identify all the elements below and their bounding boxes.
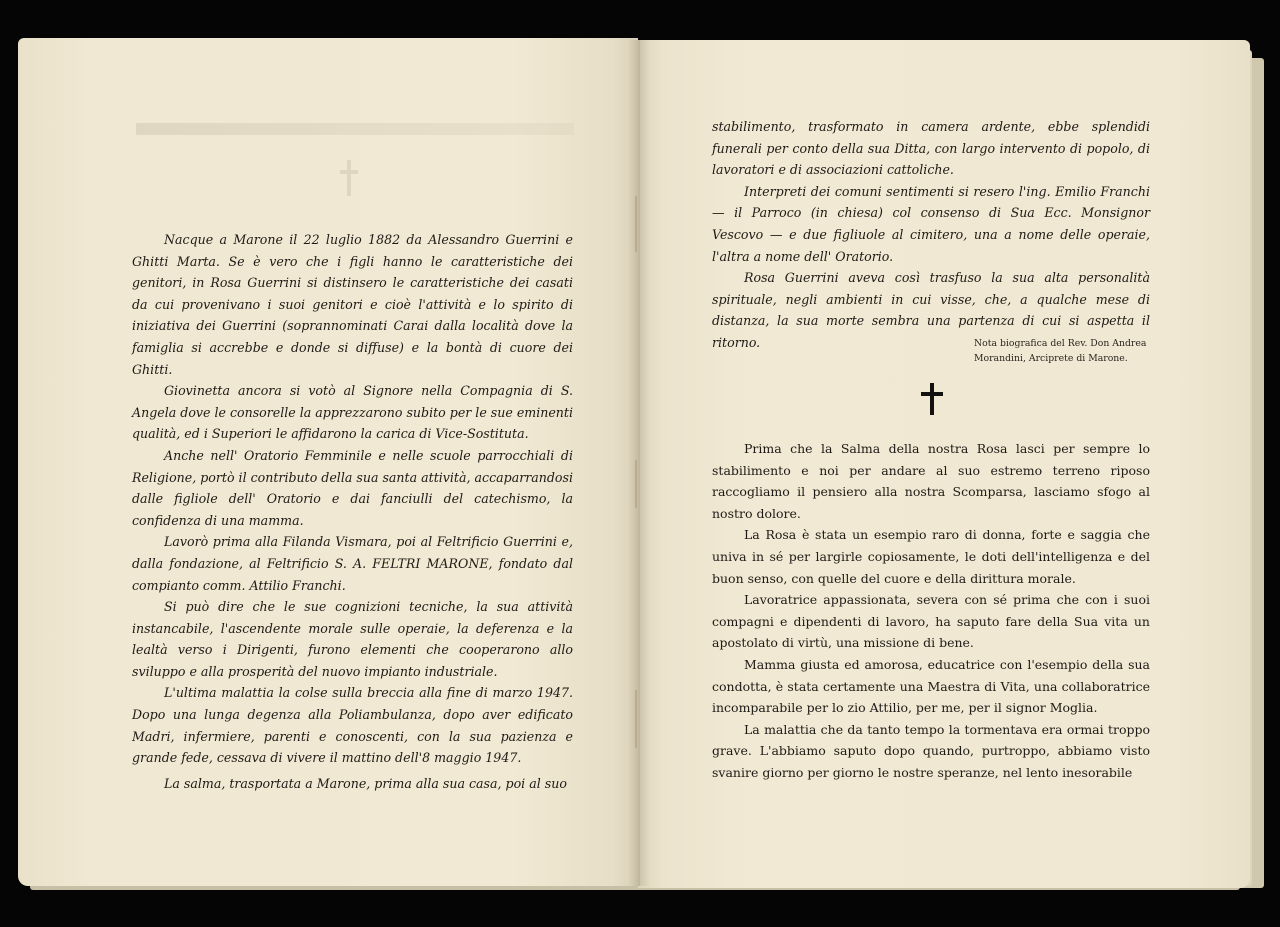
bleed-through-bar [136, 123, 574, 135]
paragraph: Prima che la Salma della nostra Rosa lasci per sempre lo stabilimento e noi per andare al suo estremo terreno riposo raccogliamo il pensiero alla nostra Scomparsa, lasciamo sfogo al nostro dolore. [712, 441, 1150, 521]
paragraph: Anche nell' Oratorio Femminile e nelle scuole parrocchiali di Religione, portò il contributo della sua santa attività, accaparrandosi dalle figliole dell' Oratorio e dai fanciulli del catechismo, la confidenza di una mamma. [132, 447, 573, 528]
paragraph: Rosa Guerrini aveva così trasfuso la sua alta personalità spirituale, negli ambienti in cui visse, che, a qualche mese di distanza, la sua morte sembra una partenza di cui si aspetta il ritorno. [712, 270, 1150, 350]
paragraph: La salma, trasportata a Marone, prima alla sua casa, poi al suo [164, 775, 567, 791]
stitch-1 [635, 196, 637, 252]
right-page-top-text [712, 116, 1150, 354]
spine [628, 40, 650, 886]
paragraph: Lavoratrice appassionata, severa con sé prima che con i suoi compagni e dipendenti di lavoro, ha saputo fare della Sua vita un apostolato di virtù, una missione di bene. [712, 592, 1150, 651]
paragraph: Lavorò prima alla Filanda Vismara, poi al Feltrificio Guerrini e, dalla fondazione, al Feltrificio S. A. FELTRI MARONE, fondato dal compianto comm. Attilio Franchi. [132, 534, 573, 593]
paragraph: Mamma giusta ed amorosa, educatrice con l'esempio della sua condotta, è stata certamente una Maestra di Vita, una collaboratrice incomparabile per lo zio Attilio, per me, per il signor Moglia. [712, 656, 1150, 716]
paragraph: L'ultima malattia la colse sulla breccia alla fine di marzo 1947. Dopo una lunga degenza alla Poliambulanza, dopo aver edificato Madri, infermiere, parenti e conoscenti, con la sua pazienza e grande fede, cessava di vivere il mattino dell'8 maggio 1947. [132, 685, 573, 766]
stitch-3 [635, 690, 637, 748]
right-page-bottom-text [712, 438, 1150, 784]
paragraph: Interpreti dei comuni sentimenti si resero l'ing. Emilio Franchi — il Parroco (in chiesa) col consenso di Sua Ecc. Monsignor Vescovo — e due figliuole al cimitero, una a nome delle operaie, l'altra a nome dell' Oratorio. [712, 183, 1150, 264]
paragraph: Si può dire che le sue cognizioni tecniche, la sua attività instancabile, l'ascendente morale sulle operaie, la deferenza e la lealtà verso i Dirigenti, furono elementi che cooperarono allo sviluppo e alla prosperità del nuovo impianto industriale. [132, 599, 573, 679]
left-page-text [132, 229, 573, 794]
biographical-note: Nota biografica del Rev. Don Andrea Morandini, Arciprete di Marone. [974, 338, 1147, 364]
paragraph: Nacque a Marone il 22 luglio 1882 da Alessandro Guerrini e Ghitti Marta. Se è vero che i figli hanno le caratteristiche dei genitori, in Rosa Guerrini si distinsero le caratteristiche dei casati da cui provenivano i suoi genitori e cioè l'attività e lo spirito di iniziativa dei Guerrini (soprannominati Carai dalla località dove la famiglia si accrebbe e donde si diffuse) e la bontà di cuore dei Ghitti. [132, 232, 573, 377]
cross-icon [919, 383, 945, 415]
paragraph: La Rosa è stata un esempio raro di donna, forte e saggia che univa in sé per largirle copiosamente, le doti dell'intelligenza e del buon senso, con quelle del cuore e della dirittura morale. [712, 527, 1150, 586]
paragraph: La malattia che da tanto tempo la tormentava era ormai troppo grave. L'abbiamo saputo dopo quando, purtroppo, abbiamo visto svanire giorno per giorno le nostre speranze, nel lento inesorabile [712, 721, 1150, 780]
stitch-2 [635, 460, 637, 508]
paragraph: Giovinetta ancora si votò al Signore nella Compagnia di S. Angela dove le consorelle la apprezzarono subito per le sue eminenti qualità, ed i Superiori le affidarono la carica di Vice-Sostituta. [132, 383, 574, 442]
bleed-through-cross-icon [340, 160, 358, 196]
paragraph: stabilimento, trasformato in camera ardente, ebbe splendidi funerali per conto della sua Ditta, con largo intervento di popolo, di lavoratori e di associazioni cattoliche. [712, 119, 1150, 178]
